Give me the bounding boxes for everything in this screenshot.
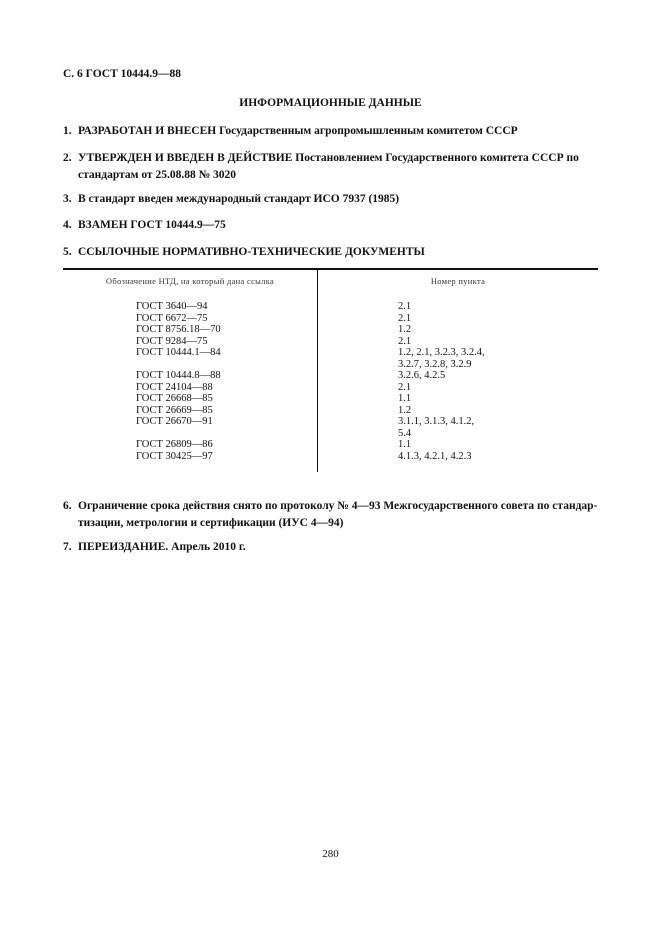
table-cell-designation: ГОСТ 10444.1—84 [136,347,221,358]
table-cell-designation: ГОСТ 6672—75 [136,312,208,324]
item-text: ВЗАМЕН ГОСТ 10444.9—75 [78,219,226,231]
table-cell-designation [136,428,221,440]
table-cell-clause: 2.1 [398,335,412,347]
table-header-clause: Номер пункта [430,276,486,286]
table-cell-designation: ГОСТ 26668—85 [136,393,213,404]
table-cell-clause: 1.1 [398,393,412,404]
item-text: Ограничение срока действия снято по протоколу № 4—93 Межгосударственного совета по стандар- [78,500,598,512]
table-cell-designation: ГОСТ 26670—91 [136,416,213,427]
table-cell-clause: 3.2.7, 3.2.8, 3.2.9 [398,358,472,370]
item-7 [63,539,246,556]
table-column-divider [317,269,318,472]
item-text-cont: тизации, метрологии и сертификации (ИУС 4—94) [78,517,344,529]
table-column-designation [136,301,221,462]
item-number: 7. [63,541,72,553]
item-number: 1. [63,125,72,137]
item-text: В стандарт введен международный стандарт ИСО 7937 (1985) [78,193,400,205]
table-cell-clause: 1.2 [398,404,412,416]
table-cell-designation: ГОСТ 10444.8—88 [136,370,221,381]
table-cell-clause: 3.1.1, 3.1.3, 4.1.2, [398,416,475,427]
table-cell-designation: ГОСТ 9284—75 [136,335,208,347]
item-number: 5. [63,246,72,258]
table-cell-designation: ГОСТ 26669—85 [136,404,213,416]
page-number: 280 [322,848,339,860]
section-title: ИНФОРМАЦИОННЫЕ ДАННЫЕ [239,97,422,109]
table-cell-designation: ГОСТ 24104—88 [136,381,213,393]
item-6 [63,498,597,532]
table-cell-clause: 2.1 [398,301,412,312]
table-cell-clause: 1.2, 2.1, 3.2.3, 3.2.4, [398,347,485,358]
table-cell-clause: 2.1 [398,312,412,324]
item-text: УТВЕРЖДЕН И ВВЕДЕН В ДЕЙСТВИЕ Постановлением Государственного комитета СССР по [78,152,579,164]
item-text: РАЗРАБОТАН И ВНЕСЕН Государственным агропромышленным комитетом СССР [78,125,518,137]
item-4 [63,217,226,234]
item-number: 3. [63,193,72,205]
item-1 [63,123,518,140]
table-cell-designation: ГОСТ 3640—94 [136,301,208,312]
table-cell-clause: 3.2.6, 4.2.5 [398,370,446,381]
table-cell-clause: 1.1 [398,439,412,450]
table-top-rule [63,268,598,270]
table-cell-designation [136,359,221,371]
item-2 [63,150,579,184]
table-cell-designation: ГОСТ 30425—97 [136,450,213,462]
item-5 [63,244,425,261]
table-column-clause [398,301,485,462]
item-text: ССЫЛОЧНЫЕ НОРМАТИВНО-ТЕХНИЧЕСКИЕ ДОКУМЕНТЫ [78,246,425,258]
item-text-cont: стандартам от 25.08.88 № 3020 [78,169,237,181]
item-number: 6. [63,500,72,512]
item-number: 2. [63,152,72,164]
table-cell-designation: ГОСТ 8756.18—70 [136,324,221,335]
table-cell-clause: 5.4 [398,427,412,439]
item-number: 4. [63,219,72,231]
table-cell-clause: 4.1.3, 4.2.1, 4.2.3 [398,450,472,462]
table-cell-clause: 2.1 [398,381,412,393]
table-cell-clause: 1.2 [398,324,412,335]
item-3 [63,191,399,208]
item-text: ПЕРЕИЗДАНИЕ. Апрель 2010 г. [78,541,246,553]
table-cell-designation: ГОСТ 26809—86 [136,439,213,450]
table-header-designation: Обозначение НТД, на который дана ссылка [105,276,275,286]
page-header: С. 6 ГОСТ 10444.9—88 [63,68,182,80]
